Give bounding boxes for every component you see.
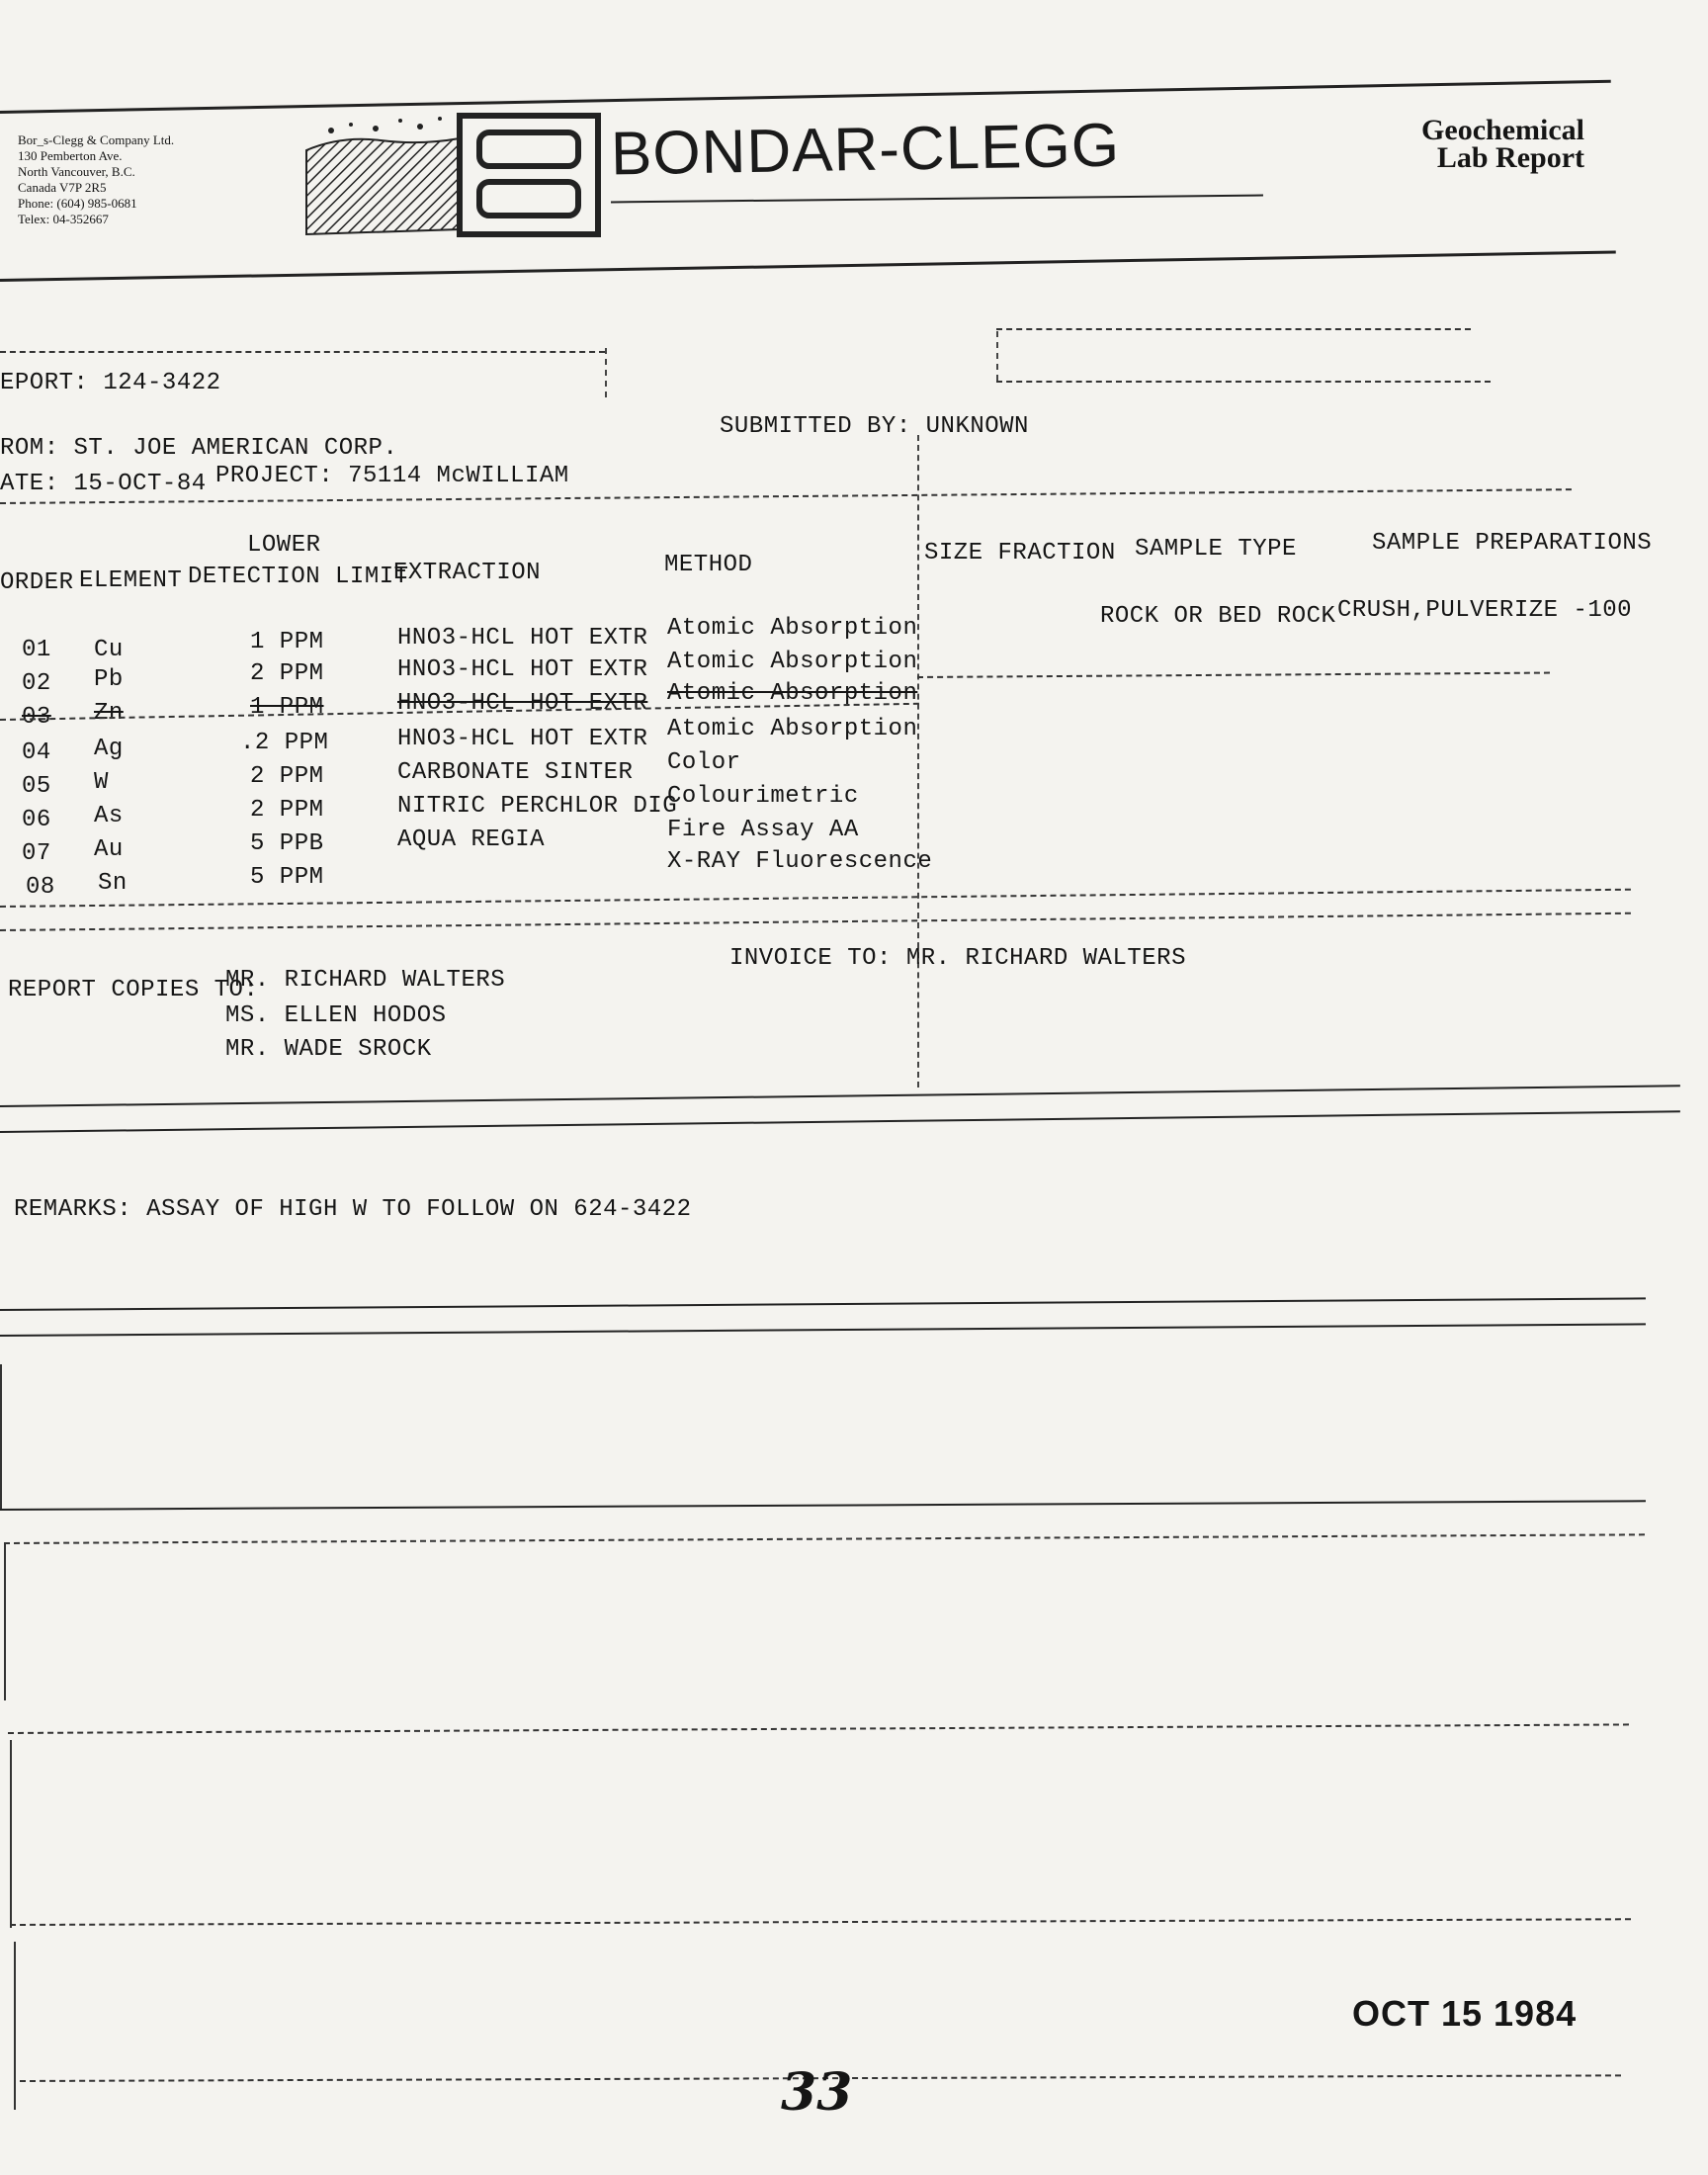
row-limit: 2 PPM bbox=[250, 660, 324, 687]
box-left-edge bbox=[4, 1542, 6, 1700]
row-method: Fire Assay AA bbox=[667, 817, 859, 843]
copy-recipient: MR. RICHARD WALTERS bbox=[225, 967, 506, 994]
table-bottom-rule bbox=[0, 913, 1631, 931]
row-extraction: HNO3-HCL HOT EXTR bbox=[397, 690, 648, 717]
report-from: ROM: ST. JOE AMERICAN CORP. bbox=[0, 435, 398, 462]
col-header-element: ELEMENT bbox=[79, 567, 183, 594]
row-limit: 1 PPM bbox=[250, 694, 324, 721]
row-method: Atomic Absorption bbox=[667, 680, 918, 707]
box-left-edge bbox=[0, 1364, 2, 1511]
invoice-to: INVOICE TO: MR. RICHARD WALTERS bbox=[729, 945, 1186, 972]
company-address-block bbox=[18, 132, 174, 227]
box-rule bbox=[10, 1918, 1631, 1926]
report-number: EPORT: 124-3422 bbox=[0, 370, 221, 396]
box-left-edge bbox=[10, 1740, 12, 1928]
address-line: Canada V7P 2R5 bbox=[18, 180, 107, 195]
copy-recipient: MR. WADE SROCK bbox=[225, 1036, 432, 1063]
row-order: 05 bbox=[22, 773, 51, 800]
box-left-edge bbox=[14, 1942, 16, 2110]
row-element: Zn bbox=[94, 700, 124, 727]
copy-recipient: MS. ELLEN HODOS bbox=[225, 1002, 447, 1029]
col-header-size-fraction: SIZE FRACTION bbox=[924, 540, 1116, 566]
sample-prep-value: CRUSH,PULVERIZE -100 bbox=[1337, 597, 1633, 624]
row-order: 02 bbox=[22, 670, 51, 697]
row-limit: 5 PPM bbox=[250, 864, 324, 891]
row-element: Au bbox=[94, 836, 124, 863]
report-box-top bbox=[0, 351, 605, 353]
document-title bbox=[1384, 114, 1584, 174]
section-rule bbox=[0, 1110, 1680, 1133]
document-title-line: Geochemical bbox=[1421, 114, 1584, 146]
sample-type-value: ROCK OR BED ROCK bbox=[1100, 603, 1336, 630]
section-rule bbox=[0, 1323, 1646, 1337]
project-name: PROJECT: 75114 McWILLIAM bbox=[215, 463, 569, 489]
company-logo bbox=[301, 111, 608, 239]
row-limit: 2 PPM bbox=[250, 763, 324, 790]
ref-box-top bbox=[996, 328, 1471, 330]
page-number-handwritten: 33 bbox=[781, 2062, 853, 2123]
address-line: North Vancouver, B.C. bbox=[18, 164, 135, 179]
row-limit: 1 PPM bbox=[250, 629, 324, 655]
row-element: Ag bbox=[94, 736, 124, 762]
col-header-order: ORDER bbox=[0, 569, 74, 596]
company-name: Bor_s-Clegg & Company Ltd. bbox=[18, 132, 175, 147]
submitted-by: SUBMITTED BY: UNKNOWN bbox=[720, 413, 1029, 440]
box-rule bbox=[0, 1500, 1646, 1511]
row-extraction: NITRIC PERCHLOR DIG bbox=[397, 793, 678, 820]
col-header-detection-limit: DETECTION LIMIT bbox=[188, 564, 409, 590]
report-copies-label: REPORT COPIES TO: bbox=[8, 977, 259, 1003]
document-title-line: Lab Report bbox=[1436, 141, 1584, 174]
row-extraction: HNO3-HCL HOT EXTR bbox=[397, 656, 648, 683]
report-date: ATE: 15-OCT-84 bbox=[0, 471, 207, 497]
box-rule bbox=[8, 1723, 1629, 1734]
top-rule bbox=[0, 80, 1611, 114]
col-header-sample-preparations: SAMPLE PREPARATIONS bbox=[1372, 530, 1653, 557]
row-method: Atomic Absorption bbox=[667, 615, 918, 642]
logo-wordmark: BONDAR-CLEGG bbox=[610, 111, 1121, 189]
row-order: 01 bbox=[22, 637, 51, 663]
remarks: REMARKS: ASSAY OF HIGH W TO FOLLOW ON 624-3422 bbox=[14, 1196, 692, 1223]
col-header-sample-type: SAMPLE TYPE bbox=[1135, 536, 1297, 563]
row-element: Cu bbox=[94, 637, 124, 663]
row-limit: .2 PPM bbox=[240, 730, 329, 756]
row-element: Pb bbox=[94, 666, 124, 693]
ref-box-left bbox=[996, 331, 998, 381]
box-rule bbox=[4, 1533, 1645, 1544]
row-method: Atomic Absorption bbox=[667, 649, 918, 675]
row-element: W bbox=[94, 769, 109, 796]
col-header-method: METHOD bbox=[664, 552, 753, 578]
col-header-lower: LOWER bbox=[247, 532, 321, 559]
row-order: 04 bbox=[22, 740, 51, 766]
row-limit: 2 PPM bbox=[250, 797, 324, 824]
row-element: As bbox=[94, 803, 124, 829]
row-method: X-RAY Fluorescence bbox=[667, 848, 933, 875]
address-line: 130 Pemberton Ave. bbox=[18, 148, 123, 163]
col-header-extraction: EXTRACTION bbox=[393, 560, 542, 586]
row-extraction: AQUA REGIA bbox=[397, 826, 546, 853]
section-rule bbox=[0, 1297, 1646, 1311]
logo-underline bbox=[611, 195, 1263, 204]
row-method: Atomic Absorption bbox=[667, 716, 918, 742]
row-limit: 5 PPB bbox=[250, 830, 324, 857]
row-element: Sn bbox=[98, 870, 128, 897]
row-method: Colourimetric bbox=[667, 783, 859, 810]
header-separator bbox=[0, 488, 1572, 504]
telex-number: Telex: 04-352667 bbox=[18, 212, 109, 226]
row-extraction: CARBONATE SINTER bbox=[397, 759, 634, 786]
ref-box-bottom bbox=[996, 381, 1491, 383]
row-extraction: HNO3-HCL HOT EXTR bbox=[397, 625, 648, 652]
row-order: 07 bbox=[22, 840, 51, 867]
report-box-right bbox=[605, 348, 607, 397]
letterhead-bottom-rule bbox=[0, 250, 1616, 282]
row-order: 06 bbox=[22, 807, 51, 833]
row-order: 08 bbox=[26, 874, 55, 901]
section-rule bbox=[0, 1085, 1680, 1107]
row-method: Color bbox=[667, 749, 741, 776]
date-stamp: OCT 15 1984 bbox=[1352, 1993, 1578, 2034]
row-order: 03 bbox=[22, 704, 51, 731]
phone-number: Phone: (604) 985-0681 bbox=[18, 196, 137, 211]
row-extraction: HNO3-HCL HOT EXTR bbox=[397, 726, 648, 752]
